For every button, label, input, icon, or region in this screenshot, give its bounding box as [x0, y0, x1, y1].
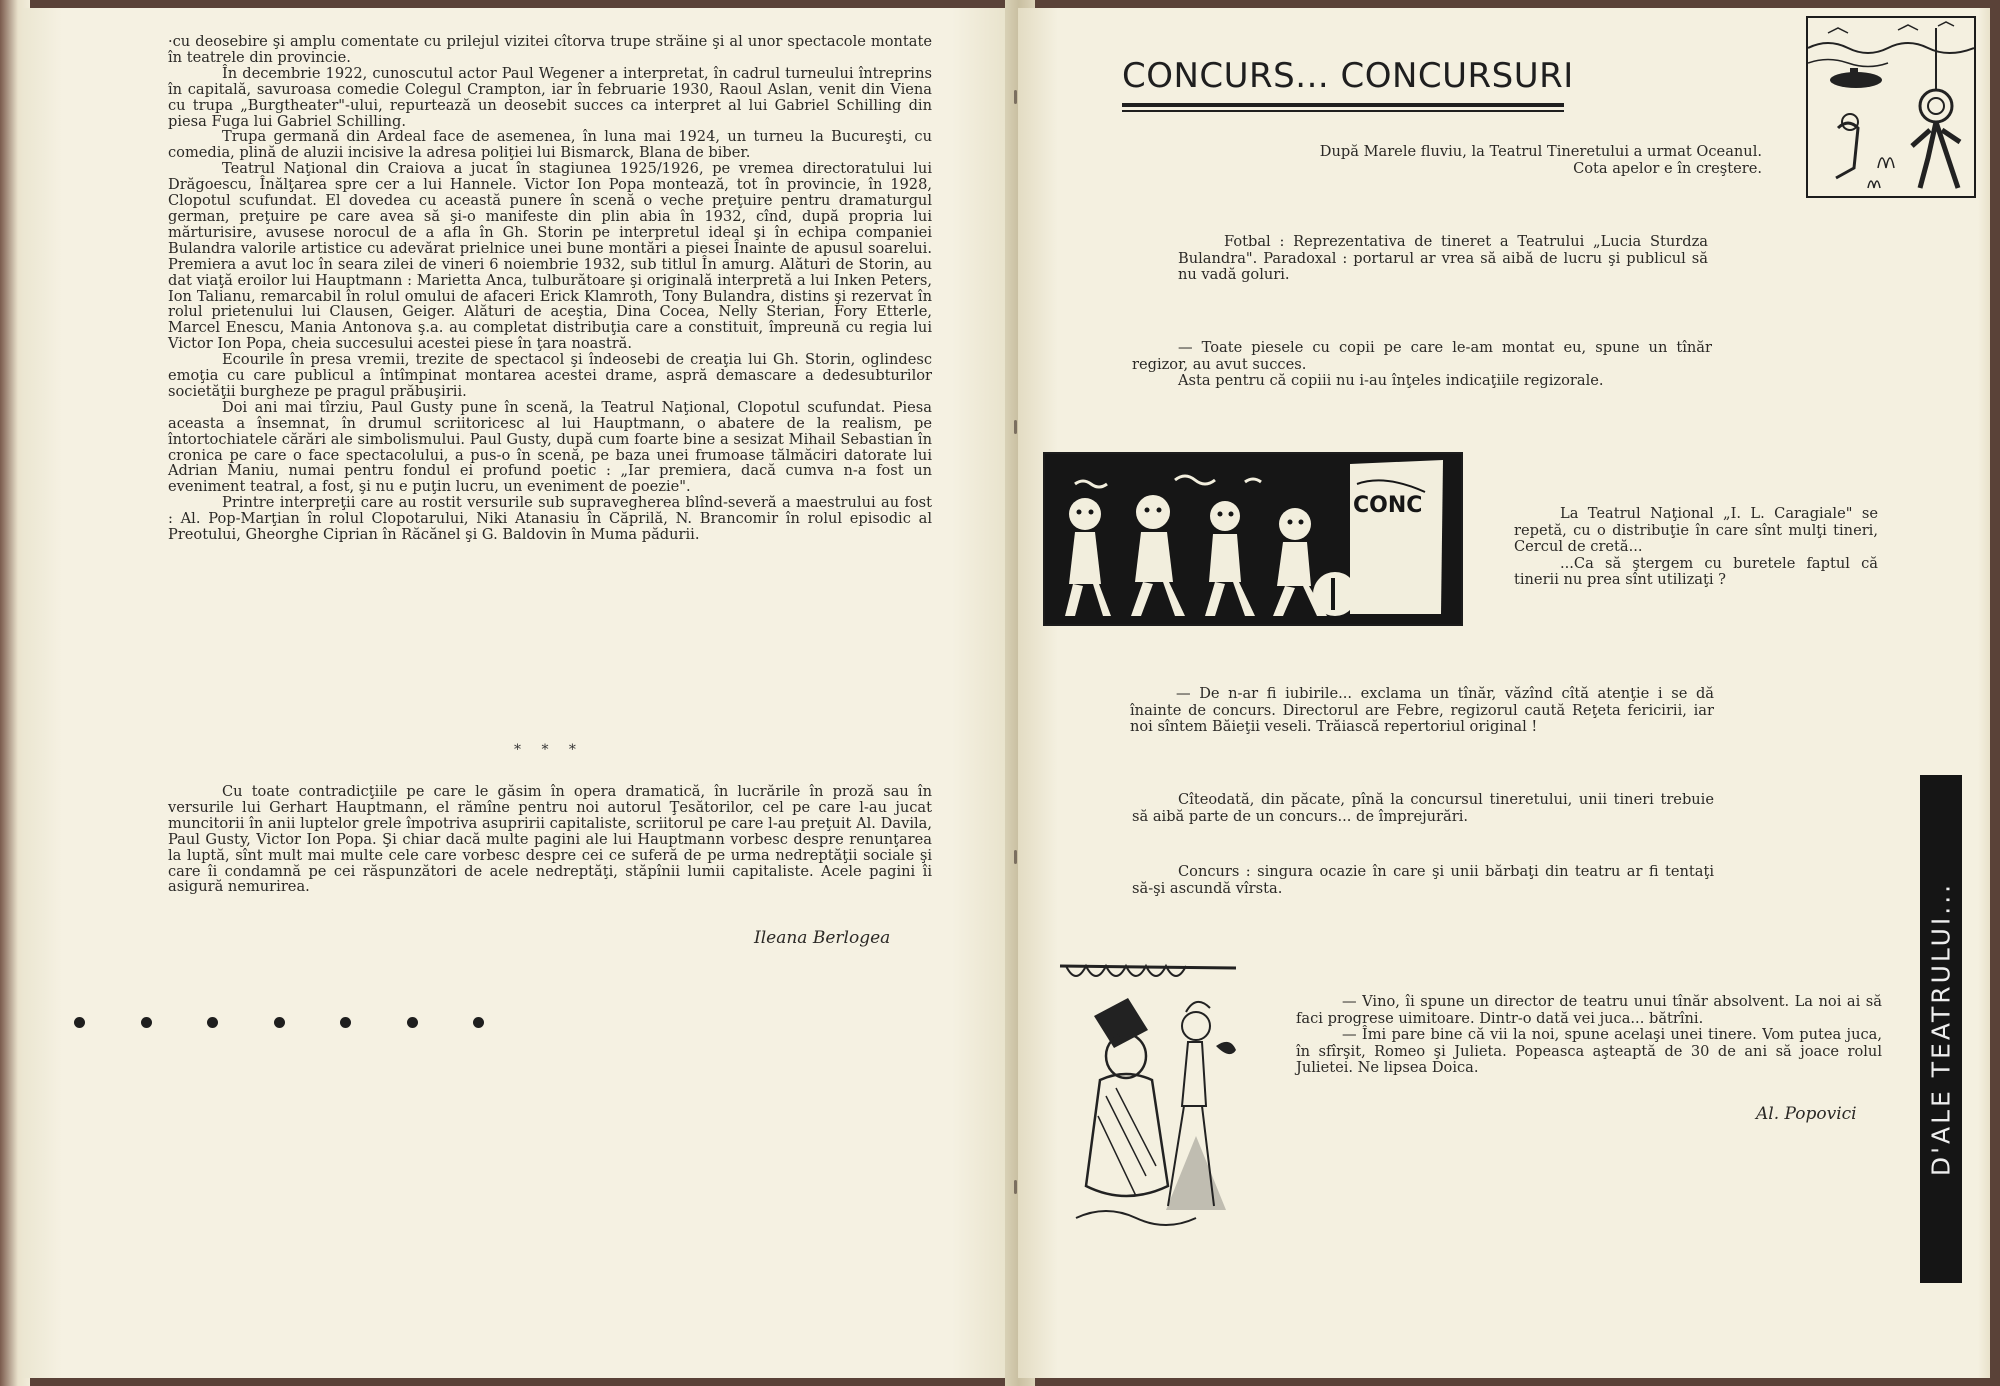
paragraph: Ecourile în presa vremii, trezite de spectacol şi îndeosebi de creaţia lui Gh. Storin, oglindesc emoţia cu care publicul a întîmpinat montarea acestei drame, aspră demascare a dedesubturilor societăţii burgheze pe pragul prăbuşirii.	[168, 351, 932, 400]
jest-item-director-children	[1132, 340, 1712, 390]
title-rule	[1122, 110, 1564, 112]
jest-text: — Îmi pare bine că vii la noi, spune acelaşi unei tinere. Vom putea juca, în sfîrşit, Romeo şi Julieta. Popeasca aşteaptă de 30 de ani să joace rolul Julietei. Ne lipsea Doica.	[1296, 1026, 1882, 1076]
paragraph: Teatrul Naţional din Craiova a jucat în stagiunea 1925/1926, pe vremea directoratului lui Drăgoescu, Înălţarea spre cer a lui Hannele. Victor Ion Popa montează, tot în provincie, în 1928, Clopotul scufundat. El dovedea cu această punere în scenă o veche preţuire pentru dramaturgul german, preţuire pe care avea să şi-o manifeste din plin abia în 1932, cînd, după propria lui mărturisire, avusese norocul de a afla în Gh. Storin pe interpretul ideal şi în echipa companiei Bulandra valorile artistice cu adevărat prielnice unei bune montări a piesei Înainte de apusul soarelui. Premiera a avut loc în seara zilei de vineri 6 noiembrie 1932, sub titlul În amurg. Alături de Storin, au dat viaţă eroilor lui Hauptmann : Marietta Anca, tulburătoare şi originală interpretă a lui Inken Peters, Ion Talianu, remarcabil în rolul omului de afaceri Erick Klamroth, Tony Bulandra, distins şi rezervat în rolul prietenului lui Clausen, Geiger. Alături de aceştia, Dina Cocea, Nelly Sterian, Fory Etterle, Marcel Enescu, Mania Antonova ş.a. au completat distribuţia care a constituit, împreună cu regia lui Victor Ion Popa, cheia succesului acestei piese în ţara noastră.	[168, 160, 932, 353]
paragraph: Cu toate contradicţiile pe care le găsim în opera dramatică, în lucrările în proză sau în versurile lui Gerhart Hauptmann, el rămîne pentru noi autorul Ţesătorilor, cel pe care l-au jucat muncitorii în anii luptelor grele împotriva asupririi capitaliste, scriitorul pe care l-au preţuit Al. Davila, Paul Gusty, Victor Ion Popa. Şi chiar dacă multe pagini ale lui Hauptmann vorbesc despre renunţarea la luptă, sînt mult mai multe cele care vorbesc despre cei ce suferă de pe urma nedreptăţii sociale şi care îi condamnă pe cei răspunzători de acele nedreptăţi, stăpînii lumii capitaliste. Acele pagini îi asigură nemurirea.	[168, 783, 932, 896]
jest-text: Asta pentru că copiii nu i-au înţeles indicaţiile regizorale.	[1178, 372, 1604, 389]
closing-paragraph	[168, 784, 932, 895]
cartoon-drawing	[1045, 454, 1461, 624]
jest-item-circumstances	[1132, 792, 1714, 825]
jest-text: La Teatrul Naţional „I. L. Caragiale" se repetă, cu o distribuţie în care sînt mulţi tineri, Cercul de cretă...	[1514, 505, 1878, 555]
diver-drawing	[1808, 18, 1974, 196]
paragraph: Printre interpreţii care au rostit versurile sub supravegherea blînd-severă a maestrului au fost : Al. Pop-Marţian în rolul Clopotarului, Niki Atanasiu în Căprilă, N. Brancomir în rolul episodic al Preotului, Gheorghe Ciprian în Răcănel şi G. Baldovin în Muma pădurii.	[168, 494, 932, 544]
dot	[340, 1017, 351, 1028]
title-rule	[1122, 103, 1564, 107]
jest-text: Cîteodată, din păcate, pînă la concursul tineretului, unii tineri trebuie să aibă parte de un concurs... de împrejurări.	[1132, 791, 1714, 825]
jest-item-football	[1178, 234, 1708, 284]
banner-text: CONC	[1353, 493, 1423, 518]
author-signature: Al. Popovici	[1756, 1104, 1857, 1124]
paragraph: ·cu deosebire şi amplu comentate cu prilejul vizitei cîtorva trupe străine şi al unor spectacole montate în teatrele din provincie.	[168, 33, 932, 66]
dot	[274, 1017, 285, 1028]
jest-item-age	[1132, 864, 1714, 897]
jest-text: — De n-ar fi iubirile... exclama un tînăr, văzînd cîtă atenţie i se dă înainte de concurs. Directorul are Febre, regizorul caută Reţeta fericirii, iar noi sîntem Băieţii veseli. Trăiască repertoriul original !	[1130, 685, 1714, 735]
paragraph: În decembrie 1922, cunoscutul actor Paul Wegener a interpretat, în cadrul turneului întreprins în capitală, savuroasa comedie Colegul Crampton, iar în februarie 1930, Raoul Aslan, venit din Viena cu trupa „Burgtheater"-ului, repurtează un deosebit succes ca interpret al lui Gabriel Schilling din piesa Fuga lui Gabriel Schilling.	[168, 64, 932, 130]
marching-figures-cartoon	[1043, 452, 1463, 626]
dot	[74, 1017, 85, 1028]
dot	[473, 1017, 484, 1028]
nurse-juliet-illustration	[1056, 956, 1270, 1236]
jest-text: Fotbal : Reprezentativa de tineret a Teatrului „Lucia Sturdza Bulandra". Paradoxal : portarul ar vrea să aibă de lucru şi publicul să nu vadă goluri.	[1178, 233, 1708, 283]
paragraph: Trupa germană din Ardeal face de asemenea, în luna mai 1924, un turneu la Bucureşti, cu comedia, plină de aluzii incisive la adresa poliţiei lui Bismarck, Blana de biber.	[168, 128, 932, 162]
diver-illustration	[1806, 16, 1976, 198]
dot	[207, 1017, 218, 1028]
binding-stitch	[1014, 1180, 1017, 1194]
section-sidebar-tab	[1920, 775, 1962, 1283]
left-page	[22, 8, 1017, 1378]
author-signature: Ileana Berlogea	[754, 928, 891, 948]
jest-text: — Toate piesele cu copii pe care le-am montat eu, spune un tînăr regizor, au avut succes.	[1132, 339, 1712, 373]
sidebar-label: D'ALE TEATRULUI...	[1926, 881, 1956, 1177]
jest-item-director-dialogue	[1296, 994, 1882, 1077]
binding-stitch	[1014, 420, 1017, 434]
jest-text: ...Ca să ştergem cu buretele faptul că tinerii nu prea sînt utilizaţi ?	[1514, 554, 1878, 588]
left-article-body	[168, 34, 932, 543]
dot	[407, 1017, 418, 1028]
jest-text: Concurs : singura ocazie în care şi unii bărbaţi din teatru ar fi tentaţi să-şi ascundă vîrsta.	[1132, 863, 1714, 897]
binding-stitch	[1014, 90, 1017, 104]
dot	[141, 1017, 152, 1028]
jest-item-chalk-circle	[1514, 506, 1878, 589]
juliet-drawing	[1056, 956, 1270, 1236]
jest-item-repertoire	[1130, 686, 1714, 736]
jest-text: — Vino, îi spune un director de teatru unui tînăr absolvent. La noi ai să faci progrese uimitoare. Dintr-o dată vei juca... bătrîni.	[1296, 993, 1882, 1027]
jest-item-ocean	[1296, 144, 1762, 177]
binding-stitch	[1014, 850, 1017, 864]
section-separator: * * *	[514, 742, 584, 758]
jest-text: După Marele fluviu, la Teatrul Tineretului a urmat Oceanul. Cota apelor e în creştere.	[1319, 143, 1762, 177]
paragraph: Doi ani mai tîrziu, Paul Gusty pune în scenă, la Teatrul Naţional, Clopotul scufundat. Piesa aceasta a însemnat, în drumul scriitoricesc al lui Hauptmann, o abatere de la realism, pe întortochiatele cărări ale simbolismului. Paul Gusty, după cum foarte bine a sesizat Mihail Sebastian în cronica pe care o face spectacolului, a pus-o în scenă, pe baza unei frumoase tălmăciri datorate lui Adrian Maniu, numai pentru fondul ei profund poetic : „Iar premiera, dacă cumva n-a fost un eveniment teatral, a fost, şi nu e puţin lucru, un eveniment de poezie".	[168, 398, 932, 496]
page-title: CONCURS... CONCURSURI	[1122, 56, 1574, 96]
